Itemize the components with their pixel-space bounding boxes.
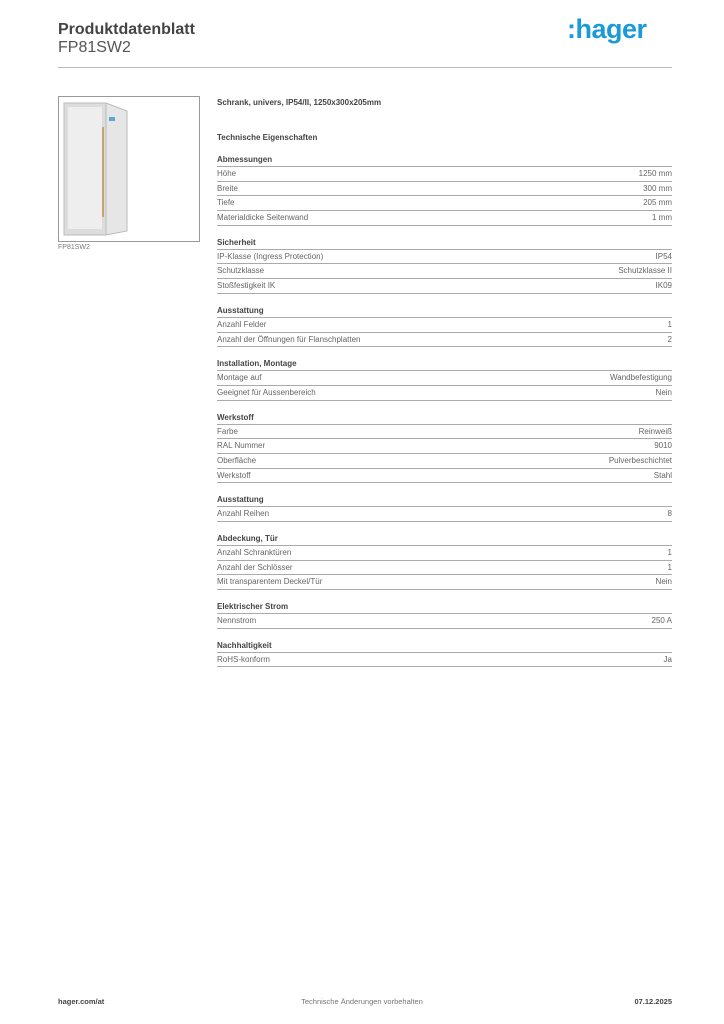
spec-section — [217, 236, 672, 294]
spec-content — [217, 96, 672, 667]
hager-logo: :hager — [567, 14, 647, 44]
footer-disclaimer: Technische Änderungen vorbehalten — [301, 997, 423, 1006]
spec-label: Farbe — [217, 426, 238, 436]
spec-value: Ja — [663, 654, 672, 664]
spec-row — [217, 250, 672, 265]
spec-value: Wandbefestigung — [610, 373, 672, 383]
section-heading: Ausstattung — [217, 493, 672, 507]
spec-value: 1 — [667, 562, 672, 572]
spec-value: Nein — [655, 387, 672, 397]
section-heading: Ausstattung — [217, 304, 672, 318]
spec-value: 1250 mm — [638, 169, 672, 178]
spec-row — [217, 318, 672, 333]
spec-row — [217, 196, 672, 211]
spec-section — [217, 153, 672, 226]
spec-row — [217, 167, 672, 182]
footer-website[interactable]: hager.com/at — [58, 997, 105, 1006]
spec-row — [217, 439, 672, 454]
spec-value: Stahl — [653, 470, 672, 480]
section-heading: Abdeckung, Tür — [217, 532, 672, 546]
spec-label: Geeignet für Aussenbereich — [217, 387, 316, 397]
cabinet-illustration — [59, 97, 199, 241]
spec-row — [217, 264, 672, 279]
header-divider — [58, 67, 672, 68]
footer-date: 07.12.2025 — [634, 997, 672, 1006]
page-title: Produktdatenblatt — [58, 21, 195, 38]
spec-value: Reinweiß — [638, 426, 672, 436]
spec-label: Höhe — [217, 169, 237, 178]
section-heading: Sicherheit — [217, 236, 672, 250]
spec-label: Schutzklasse — [217, 266, 265, 276]
spec-value: Nein — [655, 577, 672, 587]
spec-value: 250 A — [651, 616, 672, 626]
spec-section — [217, 532, 672, 590]
spec-row — [217, 333, 672, 348]
spec-row — [217, 653, 672, 668]
section-heading: Abmessungen — [217, 153, 672, 167]
spec-section — [217, 493, 672, 522]
spec-label: RAL Nummer — [217, 441, 266, 451]
spec-row — [217, 454, 672, 469]
spec-value: 9010 — [654, 441, 672, 451]
spec-value: Pulverbeschichtet — [608, 455, 672, 465]
product-image — [58, 96, 200, 242]
spec-section — [217, 411, 672, 484]
spec-value: 2 — [667, 334, 672, 344]
spec-label: Mit transparentem Deckel/Tür — [217, 577, 323, 587]
tech-heading: Technische Eigenschaften — [217, 133, 318, 142]
spec-row — [217, 614, 672, 629]
spec-label: Oberfläche — [217, 455, 257, 465]
spec-label: RoHS-konform — [217, 654, 270, 664]
spec-row — [217, 386, 672, 401]
spec-label: Anzahl der Öffnungen für Flanschplatten — [217, 334, 361, 344]
spec-label: Tiefe — [217, 198, 235, 208]
section-heading: Nachhaltigkeit — [217, 639, 672, 653]
spec-row — [217, 507, 672, 522]
spec-row — [217, 561, 672, 576]
spec-row — [217, 279, 672, 294]
spec-label: Werkstoff — [217, 470, 251, 480]
spec-row — [217, 182, 672, 197]
section-heading: Installation, Montage — [217, 357, 672, 371]
spec-label: Stoßfestigkeit IK — [217, 281, 276, 291]
spec-value: 1 — [667, 319, 672, 329]
product-model: FP81SW2 — [58, 39, 131, 56]
spec-value: 205 mm — [643, 198, 672, 208]
spec-row — [217, 371, 672, 386]
spec-label: Anzahl der Schlösser — [217, 562, 293, 572]
spec-label: Anzahl Schranktüren — [217, 548, 292, 557]
spec-value: 300 mm — [643, 183, 672, 193]
spec-label: Montage auf — [217, 373, 262, 383]
spec-row — [217, 211, 672, 226]
product-description: Schrank, univers, IP54/II, 1250x300x205mm — [217, 98, 382, 107]
section-heading: Elektrischer Strom — [217, 600, 672, 614]
image-caption: FP81SW2 — [58, 244, 90, 251]
spec-value: 1 mm — [652, 213, 672, 223]
spec-value: IP54 — [655, 251, 672, 261]
spec-section — [217, 357, 672, 400]
spec-row — [217, 425, 672, 440]
section-heading: Werkstoff — [217, 411, 672, 425]
spec-label: Breite — [217, 183, 238, 193]
spec-value: 1 — [667, 548, 672, 557]
spec-value: Schutzklasse II — [618, 266, 672, 276]
spec-label: Materialdicke Seitenwand — [217, 213, 309, 223]
spec-value: 8 — [667, 509, 672, 519]
spec-row — [217, 469, 672, 484]
spec-section — [217, 600, 672, 629]
spec-label: IP-Klasse (Ingress Protection) — [217, 251, 324, 261]
spec-label: Anzahl Felder — [217, 319, 267, 329]
spec-label: Anzahl Reihen — [217, 509, 270, 519]
spec-label: Nennstrom — [217, 616, 257, 626]
spec-row — [217, 546, 672, 561]
spec-section — [217, 304, 672, 347]
spec-section — [217, 639, 672, 668]
spec-row — [217, 575, 672, 590]
spec-value: IK09 — [655, 281, 672, 291]
